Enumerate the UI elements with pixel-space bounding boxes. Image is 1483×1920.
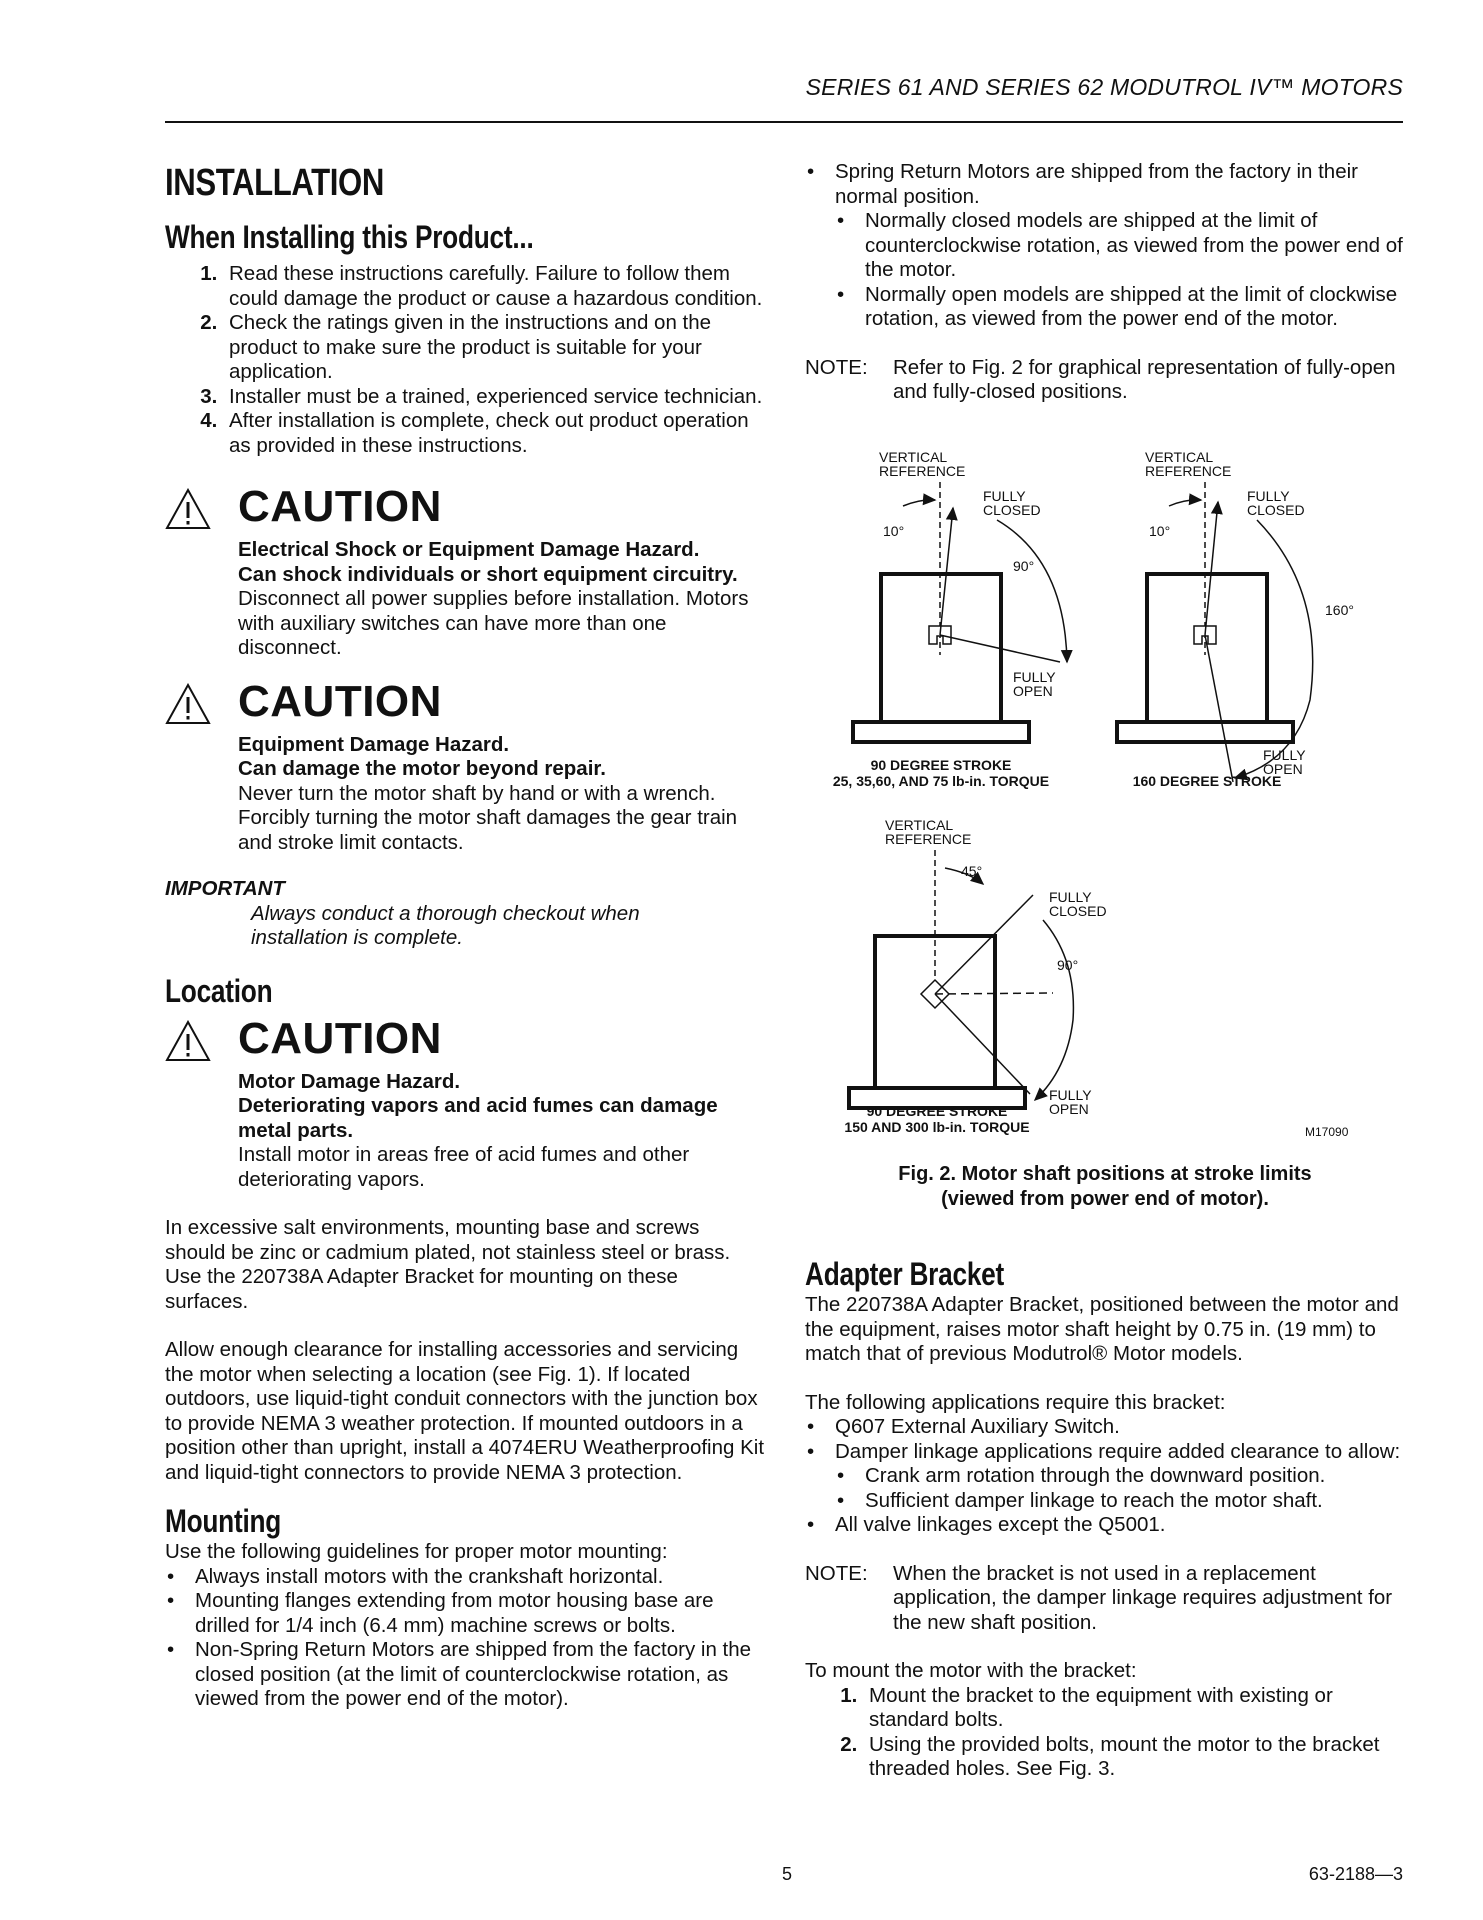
diagram-90-degree-small bbox=[833, 449, 1067, 789]
caution-block-electrical bbox=[165, 482, 765, 661]
spring-return-bullets bbox=[805, 160, 1405, 332]
install-steps bbox=[165, 262, 765, 458]
adapter-section bbox=[805, 1256, 1405, 1782]
diagram-90-degree-large bbox=[844, 817, 1348, 1139]
running-header: SERIES 61 AND SERIES 62 MODUTROL IV™ MOTORS bbox=[805, 74, 1403, 100]
fully-label: FULLY bbox=[1049, 889, 1092, 905]
caution-label: CAUTION bbox=[238, 482, 442, 531]
document-number: 63-2188—3 bbox=[1308, 1864, 1403, 1884]
hazard-title: Electrical Shock or Equipment Damage Hazard. bbox=[238, 538, 700, 561]
list-item: • Non-Spring Return Motors are shipped from the factory in the closed position (at the limit of counterclockwise rotation, as viewed from the power end of the motor). bbox=[195, 1638, 765, 1712]
hazard-consequence: Can damage the motor beyond repair. bbox=[238, 757, 606, 780]
spring-return-text: Spring Return Motors are shipped from the factory in their normal position. bbox=[835, 160, 1358, 208]
caption-line: (viewed from power end of motor). bbox=[941, 1187, 1269, 1210]
note-text: Refer to Fig. 2 for graphical representation of fully-open and fully-closed positions. bbox=[893, 355, 1396, 403]
list-item: • Q607 External Auxiliary Switch. bbox=[835, 1415, 1405, 1440]
fully-label: FULLY bbox=[983, 488, 1026, 504]
installation-title: INSTALLATION bbox=[165, 162, 384, 204]
important-label: IMPORTANT bbox=[165, 877, 285, 900]
hazard-title: Equipment Damage Hazard. bbox=[238, 732, 510, 756]
sub-bullets bbox=[835, 1464, 1405, 1513]
adapter-title: Adapter Bracket bbox=[805, 1256, 1005, 1292]
vertical-label: VERTICAL bbox=[885, 817, 954, 833]
list-item: • Crank arm rotation through the downward position. bbox=[865, 1464, 1405, 1489]
list-item: • Always install motors with the crankshaft horizontal. bbox=[195, 1565, 765, 1590]
open-label: OPEN bbox=[1049, 1101, 1089, 1117]
hazard-consequence: Can shock individuals or short equipment circuitry. bbox=[238, 562, 738, 586]
open-label: OPEN bbox=[1263, 761, 1303, 777]
list-item bbox=[835, 1440, 1405, 1514]
closed-label: CLOSED bbox=[983, 502, 1041, 518]
angle-label: 10° bbox=[1149, 523, 1171, 539]
hazard-title: Motor Damage Hazard. bbox=[238, 1069, 461, 1093]
fully-label: FULLY bbox=[1049, 1087, 1092, 1103]
right-column bbox=[805, 160, 1405, 405]
reference-label: REFERENCE bbox=[1145, 463, 1232, 479]
list-item: • Normally open models are shipped at the limit of clockwise rotation, as viewed from the power end of the motor. bbox=[865, 283, 1405, 332]
header-rule bbox=[165, 121, 1403, 123]
list-item bbox=[835, 160, 1405, 332]
list-item: • Mounting flanges extending from motor housing base are drilled for 1/4 inch (6.4 mm) machine screws or bolts. bbox=[195, 1589, 765, 1638]
sub-bullets bbox=[835, 209, 1405, 332]
warning-triangle-icon bbox=[165, 488, 211, 530]
figure-2-diagram bbox=[805, 440, 1405, 1160]
applications-intro: The following applications require this bracket: bbox=[805, 1390, 1226, 1414]
important-block bbox=[165, 877, 765, 951]
mounting-intro: Use the following guidelines for proper motor mounting: bbox=[165, 1540, 668, 1563]
closed-label: CLOSED bbox=[1049, 903, 1107, 919]
list-item: • Sufficient damper linkage to reach the motor shaft. bbox=[865, 1489, 1405, 1514]
angle-label: 90° bbox=[1057, 957, 1079, 973]
reference-label: REFERENCE bbox=[885, 831, 972, 847]
caution-label: CAUTION bbox=[238, 676, 442, 726]
closed-label: CLOSED bbox=[1247, 502, 1305, 518]
figure-caption bbox=[805, 1162, 1405, 1211]
diagram-160-degree bbox=[1117, 449, 1354, 789]
note-text: When the bracket is not used in a replacement application, the damper linkage requires adjustment for the new shaft position. bbox=[893, 1561, 1393, 1634]
clearance-paragraph: Allow enough clearance for installing accessories and servicing the motor when selecting a location (see Fig. 1). If located outdoors, use liquid-tight conduit connectors with the junction box to provide NEMA 3 weather protection. If mounted outdoors in a position other than upright, install a 4074ERU Weatherproofing Kit and liquid-tight connectors to provide NEMA 3 protection. bbox=[165, 1338, 765, 1484]
location-title: Location bbox=[165, 972, 273, 1009]
list-item: • All valve linkages except the Q5001. bbox=[835, 1513, 1405, 1538]
vertical-label: VERTICAL bbox=[879, 449, 948, 465]
list-item: 2. Using the provided bolts, mount the motor to the bracket threaded holes. See Fig. 3. bbox=[863, 1733, 1405, 1782]
caption-line: Fig. 2. Motor shaft positions at stroke limits bbox=[898, 1163, 1312, 1185]
fully-label: FULLY bbox=[1013, 669, 1056, 685]
fully-label: FULLY bbox=[1247, 488, 1290, 504]
hazard-consequence: Deteriorating vapors and acid fumes can damage metal parts. bbox=[238, 1094, 718, 1142]
adapter-paragraph: The 220738A Adapter Bracket, positioned between the motor and the equipment, raises motor shaft height by 0.75 in. (19 mm) to match that of previous Modutrol® Motor models. bbox=[805, 1293, 1399, 1365]
angle-label: 90° bbox=[1013, 558, 1035, 574]
list-item: 1. Read these instructions carefully. Failure to follow them could damage the product or cause a hazardous condition. bbox=[223, 262, 765, 311]
mount-steps bbox=[805, 1684, 1405, 1782]
reference-label: REFERENCE bbox=[879, 463, 966, 479]
note-bracket bbox=[805, 1562, 1405, 1636]
list-item: 1. Mount the bracket to the equipment with existing or standard bolts. bbox=[863, 1684, 1405, 1733]
stroke-caption: 90 DEGREE STROKE bbox=[870, 757, 1012, 773]
salt-paragraph: In excessive salt environments, mounting base and screws should be zinc or cadmium plated, not stainless steel or brass. Use the 220738A Adapter Bracket for mounting on these surfaces. bbox=[165, 1216, 731, 1313]
angle-label: 160° bbox=[1325, 602, 1354, 618]
mounting-bullets bbox=[165, 1565, 765, 1712]
fully-label: FULLY bbox=[1263, 747, 1306, 763]
figure-code: M17090 bbox=[1305, 1125, 1349, 1139]
hazard-instruction: Install motor in areas free of acid fumes and other deteriorating vapors. bbox=[238, 1143, 690, 1191]
hazard-instruction: Disconnect all power supplies before installation. Motors with auxiliary switches can have more than one disconnect. bbox=[238, 587, 749, 659]
when-installing-title: When Installing this Product... bbox=[165, 219, 534, 255]
torque-caption: 25, 35,60, AND 75 lb-in. TORQUE bbox=[832, 773, 1050, 789]
vertical-label: VERTICAL bbox=[1145, 449, 1214, 465]
stroke-caption: 90 DEGREE STROKE bbox=[866, 1103, 1008, 1119]
mount-intro: To mount the motor with the bracket: bbox=[805, 1659, 1137, 1682]
list-item: 2. Check the ratings given in the instructions and on the product to make sure the product is suitable for your application. bbox=[223, 311, 765, 385]
warning-triangle-icon bbox=[165, 1020, 211, 1062]
note-label: NOTE: bbox=[805, 355, 868, 379]
caution-block-motor bbox=[165, 1014, 765, 1193]
applications-bullets bbox=[805, 1415, 1405, 1538]
note-fig2 bbox=[805, 356, 1405, 405]
page-number: 5 bbox=[782, 1864, 793, 1884]
list-item: • Normally closed models are shipped at the limit of counterclockwise rotation, as viewed from the power end of the motor. bbox=[865, 209, 1405, 283]
important-text: Always conduct a thorough checkout when installation is complete. bbox=[251, 901, 640, 949]
caution-block-equipment bbox=[165, 677, 765, 856]
caution-label: CAUTION bbox=[238, 1013, 442, 1063]
mounting-title: Mounting bbox=[165, 1503, 282, 1539]
list-item: 3. Installer must be a trained, experienced service technician. bbox=[223, 385, 765, 410]
left-column bbox=[165, 160, 765, 1712]
warning-triangle-icon bbox=[165, 683, 211, 725]
torque-caption: 150 AND 300 lb-in. TORQUE bbox=[844, 1119, 1030, 1135]
stroke-caption: 160 DEGREE STROKE bbox=[1132, 773, 1282, 789]
angle-label: 45° bbox=[961, 863, 983, 879]
hazard-instruction: Never turn the motor shaft by hand or with a wrench. Forcibly turning the motor shaft damages the gear train and stroke limit contacts. bbox=[238, 781, 738, 854]
note-label: NOTE: bbox=[805, 1561, 868, 1585]
angle-label: 10° bbox=[883, 523, 905, 539]
damper-text: Damper linkage applications require added clearance to allow: bbox=[835, 1439, 1401, 1463]
list-item: 4. After installation is complete, check out product operation as provided in these instructions. bbox=[223, 409, 765, 458]
open-label: OPEN bbox=[1013, 683, 1053, 699]
